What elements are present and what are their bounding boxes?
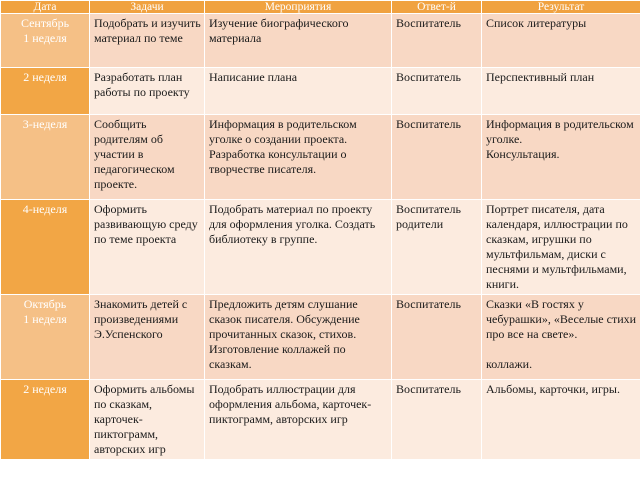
result-cell: Сказки «В гостях у чебурашки», «Веселые стихи про все на свете». коллажи. xyxy=(482,295,640,380)
table-header-row xyxy=(1,1,640,14)
date-cell: 2 неделя xyxy=(1,68,90,115)
table-row xyxy=(1,68,640,115)
result-cell: Альбомы, карточки, игры. xyxy=(482,380,640,460)
task-cell: Оформить развивающую среду по теме проекта xyxy=(90,200,205,295)
table-row xyxy=(1,115,640,200)
task-cell: Оформить альбомы по сказкам, карточек-пиктограмм, авторских игр xyxy=(90,380,205,460)
task-cell: Подобрать и изучить материал по теме xyxy=(90,14,205,68)
result-cell: Перспективный план xyxy=(482,68,640,115)
responsible-cell: Воспитатель xyxy=(392,115,482,200)
result-cell: Список литературы xyxy=(482,14,640,68)
result-cell: Портрет писателя, дата календаря, иллюстрации по сказкам, игрушки по мультфильмам, диски с песнями и мультфильмами, книги. xyxy=(482,200,640,295)
header-result: Результат xyxy=(482,1,640,14)
task-cell: Разработать план работы по проекту xyxy=(90,68,205,115)
event-cell: Предложить детям слушание сказок писателя. Обсуждение прочитанных сказок, стихов. Изготовление коллажей по сказкам. xyxy=(205,295,392,380)
header-events: Мероприятия xyxy=(205,1,392,14)
date-cell: 3-неделя xyxy=(1,115,90,200)
table-row xyxy=(1,380,640,460)
date-cell: 2 неделя xyxy=(1,380,90,460)
event-cell: Информация в родительском уголке о создании проекта. Разработка консультации о творчестве писателя. xyxy=(205,115,392,200)
table-row xyxy=(1,200,640,295)
header-responsible: Ответ-й xyxy=(392,1,482,14)
responsible-cell: Воспитатель xyxy=(392,380,482,460)
responsible-cell: Воспитатель xyxy=(392,14,482,68)
event-cell: Подобрать иллюстрации для оформления альбома, карточек-пиктограмм, авторских игр xyxy=(205,380,392,460)
task-cell: Сообщить родителям об участии в педагогическом проекте. xyxy=(90,115,205,200)
header-date: Дата xyxy=(1,1,90,14)
task-cell: Знакомить детей с произведениями Э.Успенского xyxy=(90,295,205,380)
table-row xyxy=(1,295,640,380)
event-cell: Изучение биографического материала xyxy=(205,14,392,68)
date-cell: Сентябрь 1 неделя xyxy=(1,14,90,68)
date-cell: Октябрь 1 неделя xyxy=(1,295,90,380)
header-tasks: Задачи xyxy=(90,1,205,14)
event-cell: Подобрать материал по проекту для оформления уголка. Создать библиотеку в группе. xyxy=(205,200,392,295)
result-cell: Информация в родительском уголке. Консультация. xyxy=(482,115,640,200)
table-row xyxy=(1,14,640,68)
responsible-cell: Воспитатель xyxy=(392,295,482,380)
responsible-cell: Воспитатель родители xyxy=(392,200,482,295)
date-cell: 4-неделя xyxy=(1,200,90,295)
event-cell: Написание плана xyxy=(205,68,392,115)
responsible-cell: Воспитатель xyxy=(392,68,482,115)
